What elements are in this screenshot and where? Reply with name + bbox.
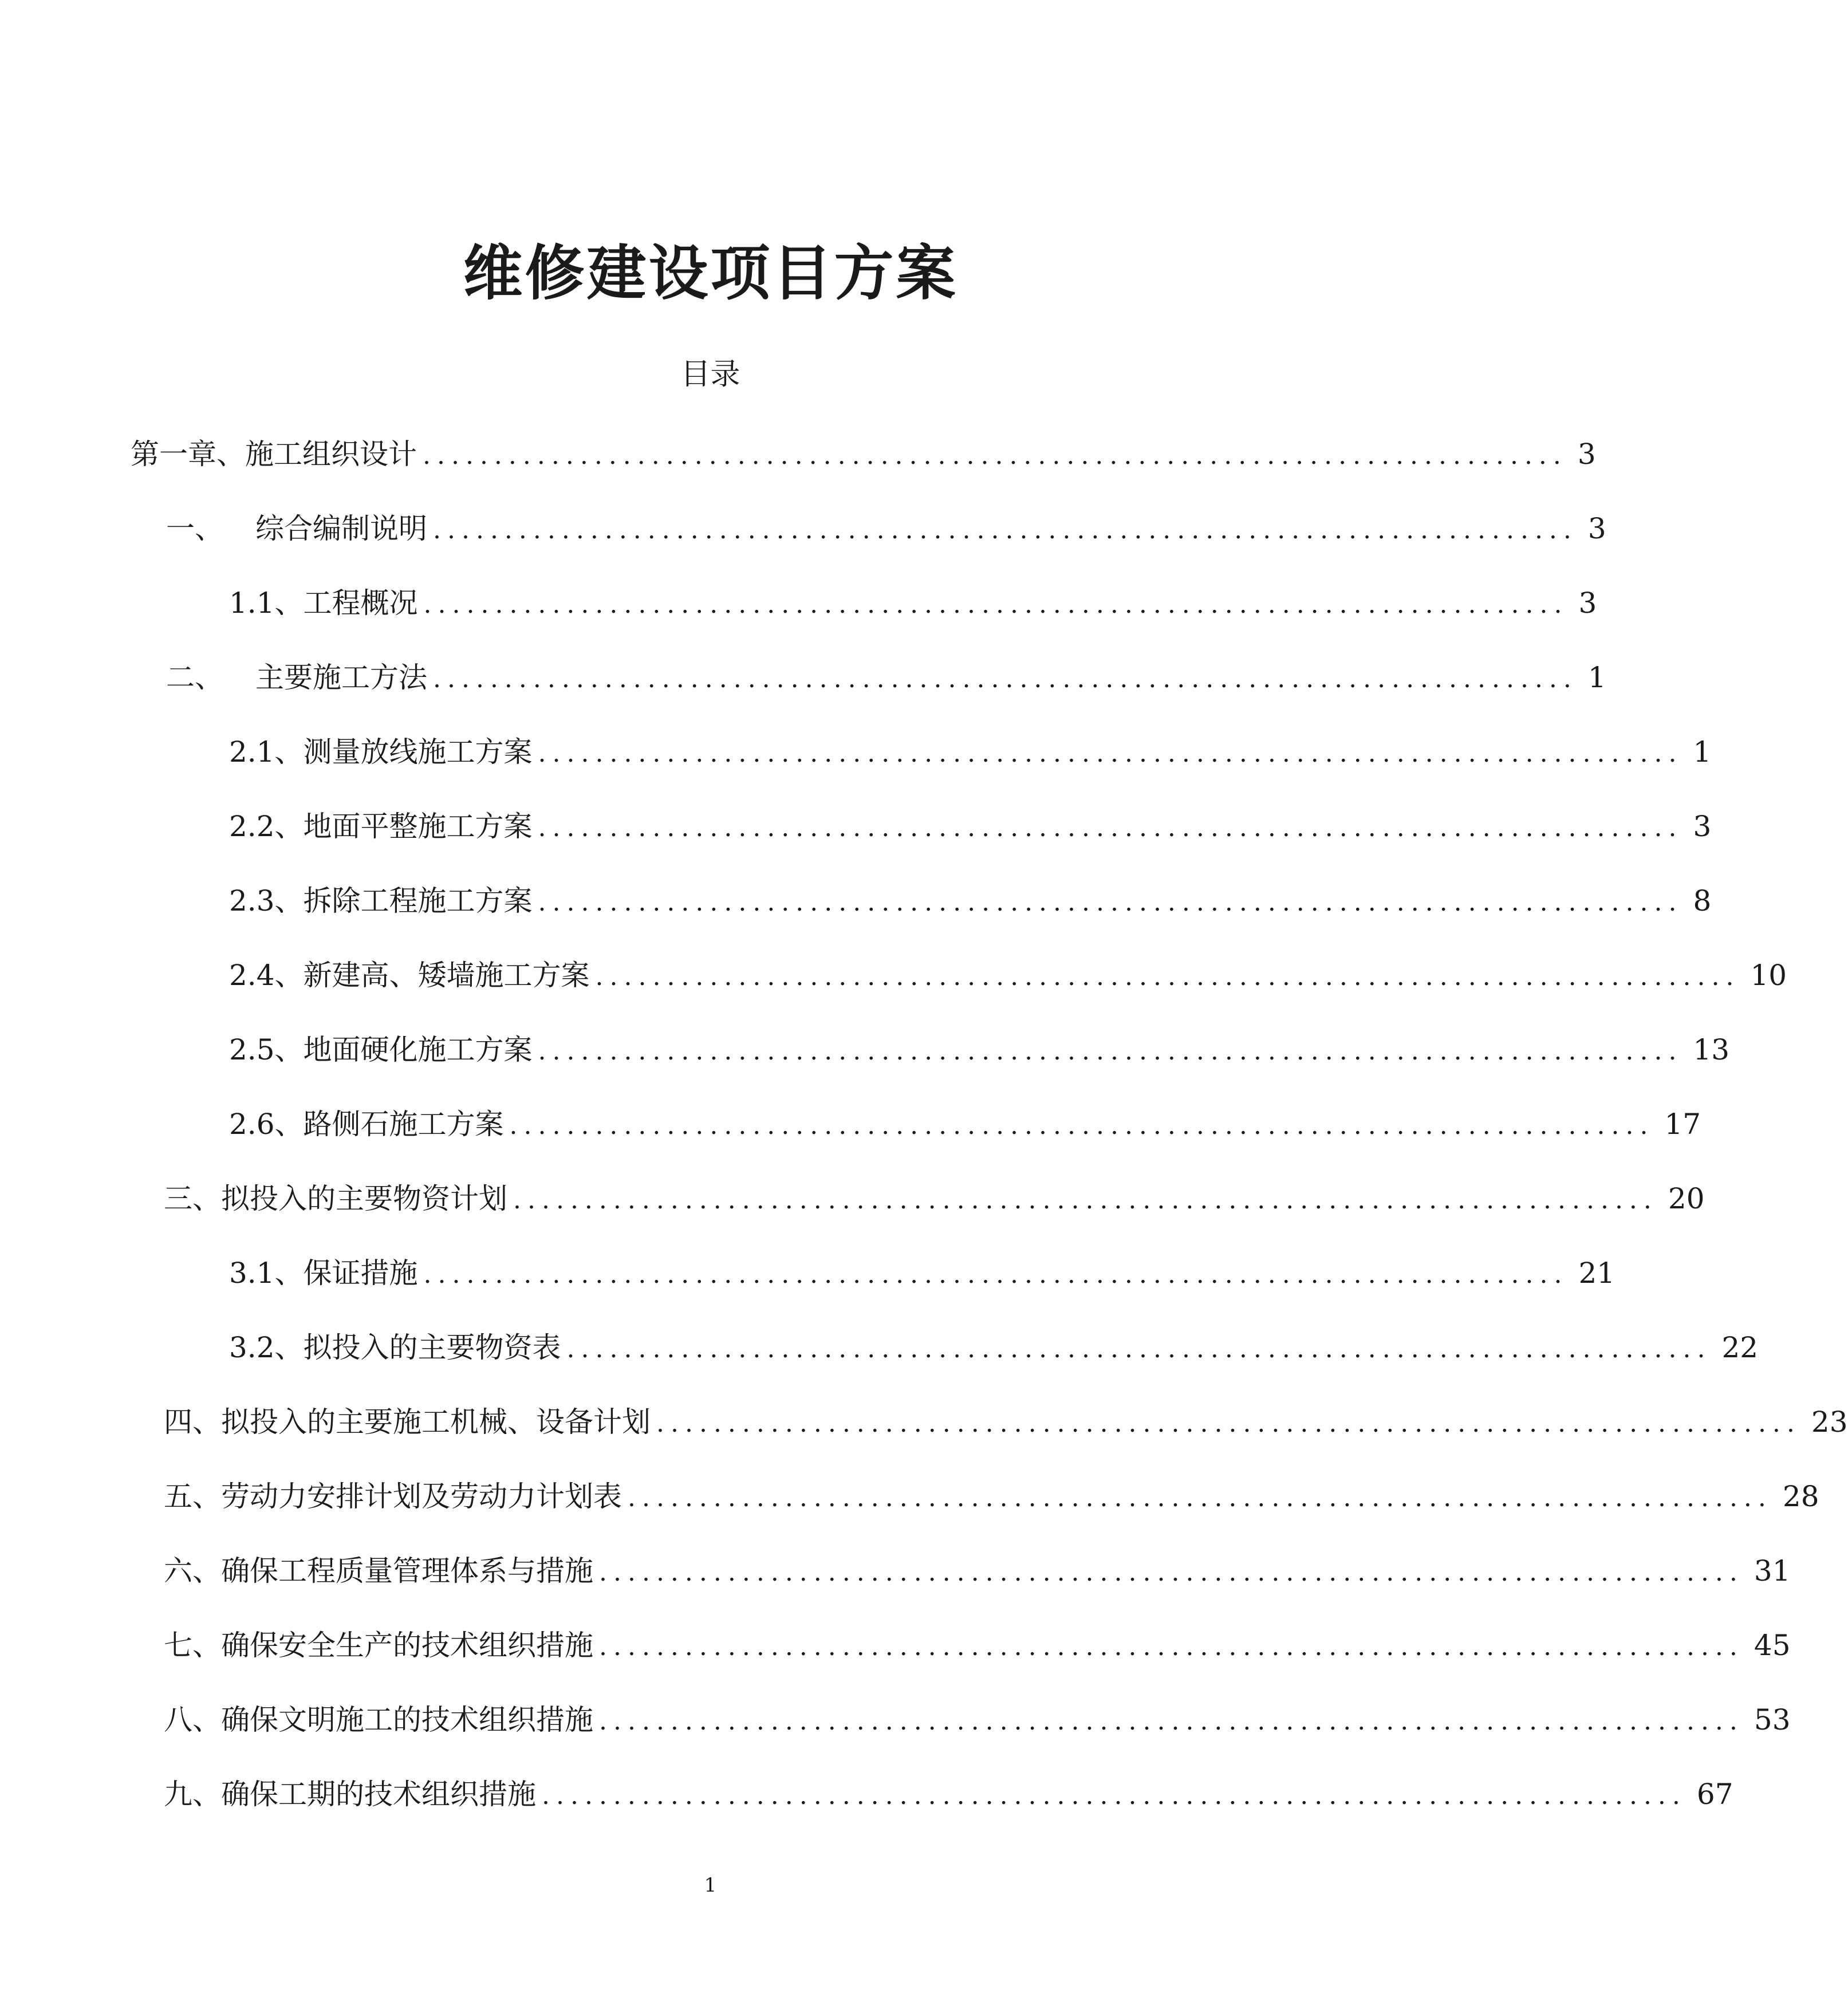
toc-entry-label: 2.2、地面平整施工方案 bbox=[229, 810, 533, 843]
toc-entry-label: 2.5、地面硬化施工方案 bbox=[229, 1033, 533, 1066]
toc-entry-label: 2.6、路侧石施工方案 bbox=[229, 1108, 504, 1141]
toc-entry-page: 20 bbox=[1668, 1182, 1705, 1215]
toc-entry-text: 主要施工方法 bbox=[255, 661, 427, 694]
toc-entry-label: 八、确保文明施工的技术组织措施 bbox=[164, 1703, 593, 1736]
toc-entry-chapter-1[interactable] bbox=[131, 434, 1596, 474]
toc-entry-label: 七、确保安全生产的技术组织措施 bbox=[164, 1629, 593, 1662]
toc-entry-page: 23 bbox=[1811, 1405, 1848, 1439]
toc-leader-dots: ................................................................................ bbox=[566, 1334, 1712, 1364]
toc-leader-dots: ................................................................................ bbox=[595, 962, 1740, 991]
toc-leader-dots: ................................................................................ bbox=[538, 739, 1683, 768]
toc-entry-page: 31 bbox=[1754, 1554, 1791, 1587]
toc-entry-page: 1 bbox=[1587, 661, 1606, 694]
toc-entry-section-6[interactable] bbox=[164, 1551, 1791, 1591]
toc-entry-page: 67 bbox=[1696, 1778, 1733, 1811]
toc-entry-2-3[interactable] bbox=[229, 881, 1712, 921]
toc-leader-dots: ................................................................................ bbox=[423, 590, 1569, 619]
toc-entry-section-5[interactable] bbox=[164, 1476, 1819, 1516]
toc-entry-label bbox=[166, 509, 427, 549]
toc-entry-page: 10 bbox=[1750, 959, 1787, 992]
toc-entry-label: 1.1、工程概况 bbox=[229, 586, 418, 620]
document-title: 维修建设项目方案 bbox=[463, 238, 958, 308]
toc-entry-label: 2.1、测量放线施工方案 bbox=[229, 735, 533, 769]
toc-entry-prefix: 二、 bbox=[166, 661, 223, 694]
toc-leader-dots: ................................................................................ bbox=[599, 1707, 1744, 1736]
toc-entry-label: 3.1、保证措施 bbox=[229, 1256, 418, 1290]
toc-entry-3-1[interactable] bbox=[229, 1253, 1615, 1293]
toc-entry-label: 四、拟投入的主要施工机械、设备计划 bbox=[164, 1405, 651, 1439]
toc-leader-dots: ................................................................................ bbox=[433, 664, 1578, 694]
toc-entry-page: 8 bbox=[1693, 884, 1712, 917]
toc-entry-page: 3 bbox=[1693, 810, 1712, 843]
toc-entry-2-4[interactable] bbox=[229, 955, 1787, 995]
toc-entry-3-2[interactable] bbox=[229, 1327, 1759, 1368]
toc-entry-text: 综合编制说明 bbox=[255, 512, 427, 545]
toc-leader-dots: ................................................................................ bbox=[423, 1260, 1569, 1289]
toc-leader-dots: ................................................................................ bbox=[423, 441, 1567, 470]
toc-leader-dots: ................................................................................ bbox=[433, 515, 1578, 545]
page-number: 1 bbox=[704, 1874, 717, 1897]
toc-entry-page: 45 bbox=[1754, 1629, 1791, 1662]
toc-entry-page: 17 bbox=[1664, 1108, 1701, 1141]
toc-leader-dots: ................................................................................ bbox=[599, 1632, 1744, 1661]
toc-entry-page: 21 bbox=[1578, 1256, 1615, 1290]
toc-entry-page: 3 bbox=[1578, 586, 1597, 620]
toc-entry-2-6[interactable] bbox=[229, 1104, 1701, 1144]
toc-entry-label: 九、确保工期的技术组织措施 bbox=[164, 1778, 536, 1811]
toc-entry-section-1[interactable] bbox=[166, 509, 1606, 549]
toc-entry-section-8[interactable] bbox=[164, 1700, 1791, 1740]
toc-entry-page: 3 bbox=[1587, 512, 1606, 545]
toc-entry-page: 1 bbox=[1693, 735, 1712, 769]
toc-entry-label: 三、拟投入的主要物资计划 bbox=[164, 1182, 507, 1215]
toc-leader-dots: ................................................................................ bbox=[599, 1558, 1744, 1587]
toc-entry-page: 53 bbox=[1754, 1703, 1791, 1736]
toc-entry-label: 六、确保工程质量管理体系与措施 bbox=[164, 1554, 593, 1587]
toc-heading: 目录 bbox=[680, 357, 740, 392]
toc-entry-page: 13 bbox=[1693, 1033, 1730, 1066]
toc-entry-2-5[interactable] bbox=[229, 1030, 1730, 1070]
toc-entry-page: 28 bbox=[1782, 1480, 1819, 1513]
toc-entry-prefix: 一、 bbox=[166, 512, 223, 545]
toc-leader-dots: ................................................................................ bbox=[513, 1185, 1658, 1215]
toc-leader-dots: ................................................................................ bbox=[538, 888, 1683, 917]
toc-leader-dots: ................................................................................ bbox=[538, 1037, 1683, 1066]
toc-entry-section-9[interactable] bbox=[164, 1774, 1733, 1814]
toc-entry-section-7[interactable] bbox=[164, 1625, 1791, 1665]
toc-leader-dots: ................................................................................ bbox=[538, 813, 1683, 842]
toc-entry-label: 第一章、施工组织设计 bbox=[131, 438, 417, 471]
toc-entry-2-2[interactable] bbox=[229, 806, 1712, 846]
toc-entry-section-2[interactable] bbox=[166, 657, 1606, 698]
toc-entry-label: 五、劳动力安排计划及劳动力计划表 bbox=[164, 1480, 622, 1513]
toc-entry-section-3[interactable] bbox=[164, 1179, 1705, 1219]
toc-entry-label: 3.2、拟投入的主要物资表 bbox=[229, 1331, 561, 1364]
toc-leader-dots: ................................................................................ bbox=[542, 1781, 1687, 1810]
toc-entry-section-4[interactable] bbox=[164, 1402, 1848, 1442]
toc-entry-2-1[interactable] bbox=[229, 732, 1712, 772]
toc-entry-page: 3 bbox=[1577, 438, 1596, 471]
toc-entry-label: 2.4、新建高、矮墙施工方案 bbox=[229, 959, 590, 992]
toc-entry-label bbox=[166, 657, 427, 698]
toc-leader-dots: ................................................................................ bbox=[656, 1409, 1801, 1438]
toc-entry-label: 2.3、拆除工程施工方案 bbox=[229, 884, 533, 917]
toc-leader-dots: ................................................................................ bbox=[509, 1111, 1654, 1140]
toc-entry-1-1[interactable] bbox=[229, 583, 1597, 623]
toc-entry-page: 22 bbox=[1721, 1331, 1759, 1364]
toc-leader-dots: ................................................................................ bbox=[628, 1483, 1772, 1512]
